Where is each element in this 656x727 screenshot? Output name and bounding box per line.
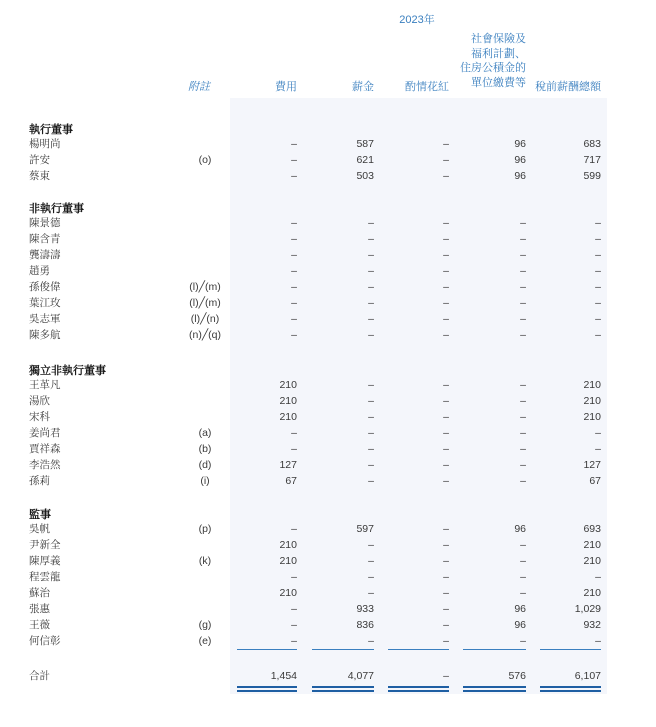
row-value: – <box>291 170 297 182</box>
row-value: – <box>595 297 601 309</box>
row-note: (e) <box>198 635 212 647</box>
row-value: 96 <box>514 619 526 631</box>
row-value: – <box>520 427 526 439</box>
row-note: (l)╱(n) <box>190 313 220 325</box>
row-value: 599 <box>583 170 601 182</box>
table-row <box>0 232 656 247</box>
social-insurance-header: 社會保險及 福利計劃、 住房公積金的 單位繳費等 <box>460 33 526 89</box>
row-note: (a) <box>198 427 212 439</box>
row-value: – <box>291 265 297 277</box>
row-value: – <box>520 571 526 583</box>
row-value: 210 <box>279 411 297 423</box>
table-row <box>0 328 656 343</box>
row-value: – <box>291 523 297 535</box>
row-value: – <box>291 154 297 166</box>
row-value: – <box>291 217 297 229</box>
row-value: – <box>443 154 449 166</box>
subtotal-rule-2 <box>312 649 374 650</box>
row-value: – <box>291 571 297 583</box>
row-value: – <box>443 379 449 391</box>
subtotal-rule-3 <box>388 649 449 650</box>
row-value: – <box>368 411 374 423</box>
row-value: – <box>443 523 449 535</box>
table-row <box>0 554 656 569</box>
row-value: – <box>368 587 374 599</box>
row-name: 尹新全 <box>29 539 61 551</box>
row-value: – <box>291 233 297 245</box>
row-value: – <box>368 427 374 439</box>
row-value: – <box>443 411 449 423</box>
row-value: – <box>520 555 526 567</box>
total-label: 合計 <box>29 670 50 682</box>
row-value: – <box>443 539 449 551</box>
row-value: 693 <box>583 523 601 535</box>
row-value: 127 <box>583 459 601 471</box>
row-name: 吳帆 <box>29 523 50 535</box>
row-value: – <box>368 379 374 391</box>
row-note: (g) <box>198 619 212 631</box>
row-value: – <box>520 217 526 229</box>
total-double-rule-4b <box>463 690 526 692</box>
row-name: 王薇 <box>29 619 50 631</box>
row-value: – <box>368 443 374 455</box>
table-row <box>0 216 656 231</box>
row-note: (p) <box>198 523 212 535</box>
row-name: 蘇治 <box>29 587 50 599</box>
row-name: 湯欣 <box>29 395 50 407</box>
table-row <box>0 474 656 489</box>
row-value: – <box>368 475 374 487</box>
row-value: – <box>443 281 449 293</box>
table-row <box>0 410 656 425</box>
row-name: 蔡東 <box>29 170 50 182</box>
row-value: – <box>520 265 526 277</box>
row-value: – <box>368 281 374 293</box>
total-double-rule-5b <box>540 690 601 692</box>
row-name: 李浩然 <box>29 459 61 471</box>
row-value: – <box>368 395 374 407</box>
table-row <box>0 618 656 633</box>
row-value: 210 <box>583 539 601 551</box>
row-value: – <box>595 329 601 341</box>
row-value: – <box>291 427 297 439</box>
row-name: 葉江玫 <box>29 297 61 309</box>
row-value: – <box>520 459 526 471</box>
row-value: – <box>595 443 601 455</box>
row-name: 張惠 <box>29 603 50 615</box>
row-name: 吳志軍 <box>29 313 61 325</box>
row-value: – <box>443 459 449 471</box>
row-value: – <box>443 297 449 309</box>
row-value: 210 <box>279 587 297 599</box>
total-row <box>0 669 656 684</box>
row-value: – <box>368 233 374 245</box>
row-note: (o) <box>198 154 212 166</box>
table-row <box>0 394 656 409</box>
row-value: 67 <box>285 475 297 487</box>
row-value: 503 <box>356 170 374 182</box>
row-note: (l)╱(m) <box>189 281 221 293</box>
total-double-rule-2a <box>312 686 374 688</box>
row-value: – <box>291 313 297 325</box>
row-value: 96 <box>514 170 526 182</box>
row-value: – <box>443 249 449 261</box>
row-note: (d) <box>198 459 212 471</box>
total-double-rule-1b <box>237 690 297 692</box>
row-value: – <box>368 297 374 309</box>
total-pay-header: 稅前薪酬總額 <box>535 81 601 93</box>
row-value: 96 <box>514 138 526 150</box>
section-title: 監事 <box>29 509 51 521</box>
row-value: 67 <box>589 475 601 487</box>
row-value: – <box>368 635 374 647</box>
row-value: 210 <box>279 555 297 567</box>
table-row <box>0 137 656 152</box>
salary-header: 薪金 <box>352 81 374 93</box>
row-value: – <box>595 281 601 293</box>
table-row <box>0 264 656 279</box>
total-social-insurance: 576 <box>508 670 526 682</box>
row-value: – <box>443 233 449 245</box>
row-value: – <box>520 635 526 647</box>
table-row <box>0 312 656 327</box>
row-value: – <box>368 571 374 583</box>
total-double-rule-2b <box>312 690 374 692</box>
row-value: – <box>443 635 449 647</box>
table-row <box>0 442 656 457</box>
row-value: – <box>443 571 449 583</box>
row-note: (b) <box>198 443 212 455</box>
row-value: – <box>595 313 601 325</box>
row-name: 龔濤濤 <box>29 249 61 261</box>
table-row <box>0 280 656 295</box>
row-value: 621 <box>356 154 374 166</box>
row-value: – <box>520 475 526 487</box>
row-value: – <box>291 603 297 615</box>
row-value: – <box>595 233 601 245</box>
row-value: – <box>368 539 374 551</box>
table-row <box>0 378 656 393</box>
row-value: – <box>443 395 449 407</box>
table-row <box>0 602 656 617</box>
total-double-rule-5a <box>540 686 601 688</box>
row-note: (n)╱(q) <box>189 329 221 341</box>
row-value: – <box>443 217 449 229</box>
row-value: – <box>443 475 449 487</box>
row-name: 王革凡 <box>29 379 61 391</box>
total-double-rule-4a <box>463 686 526 688</box>
row-value: – <box>368 459 374 471</box>
row-value: – <box>291 443 297 455</box>
row-value: – <box>595 265 601 277</box>
row-value: – <box>520 443 526 455</box>
row-value: – <box>595 427 601 439</box>
row-value: – <box>443 619 449 631</box>
row-value: – <box>291 619 297 631</box>
row-name: 陳景德 <box>29 217 61 229</box>
table-row <box>0 570 656 585</box>
table-row <box>0 586 656 601</box>
row-value: – <box>443 329 449 341</box>
row-name: 何信彰 <box>29 635 61 647</box>
row-name: 孫俊偉 <box>29 281 61 293</box>
section-title: 執行董事 <box>29 124 73 136</box>
row-name: 陳厚義 <box>29 555 61 567</box>
row-value: – <box>291 635 297 647</box>
row-value: – <box>368 555 374 567</box>
table-row <box>0 169 656 184</box>
table-row <box>0 426 656 441</box>
row-value: – <box>520 329 526 341</box>
row-name: 趙勇 <box>29 265 50 277</box>
total-double-rule-3a <box>388 686 449 688</box>
row-value: 210 <box>279 395 297 407</box>
row-value: – <box>443 555 449 567</box>
total-double-rule-1a <box>237 686 297 688</box>
row-name: 陳多航 <box>29 329 61 341</box>
row-value: – <box>443 443 449 455</box>
table-row <box>0 458 656 473</box>
row-value: 96 <box>514 523 526 535</box>
row-name: 程雲龍 <box>29 571 61 583</box>
table-row <box>0 296 656 311</box>
row-value: – <box>443 313 449 325</box>
row-value: – <box>520 379 526 391</box>
row-value: – <box>595 571 601 583</box>
row-value: 683 <box>583 138 601 150</box>
total-pay: 6,107 <box>574 670 601 682</box>
row-value: 210 <box>279 379 297 391</box>
subtotal-rule-5 <box>540 649 601 650</box>
row-value: 210 <box>583 379 601 391</box>
row-value: 210 <box>583 395 601 407</box>
row-value: – <box>291 249 297 261</box>
row-value: – <box>291 281 297 293</box>
total-bonus: – <box>443 670 449 682</box>
row-value: – <box>368 329 374 341</box>
row-value: 836 <box>356 619 374 631</box>
row-value: 127 <box>279 459 297 471</box>
section-title: 獨立非執行董事 <box>29 365 106 377</box>
row-value: 597 <box>356 523 374 535</box>
subtotal-rule-4 <box>463 649 526 650</box>
row-value: – <box>520 395 526 407</box>
row-value: – <box>368 265 374 277</box>
row-value: – <box>368 217 374 229</box>
total-fee: 1,454 <box>270 670 297 682</box>
row-name: 孫莉 <box>29 475 50 487</box>
row-value: – <box>595 249 601 261</box>
row-value: 933 <box>356 603 374 615</box>
row-name: 楊明尚 <box>29 138 61 150</box>
bonus-header: 酌情花紅 <box>405 81 449 93</box>
table-row <box>0 522 656 537</box>
row-value: 96 <box>514 154 526 166</box>
row-value: – <box>443 170 449 182</box>
row-value: – <box>443 138 449 150</box>
table-row <box>0 634 656 649</box>
row-value: 210 <box>279 539 297 551</box>
row-value: 96 <box>514 603 526 615</box>
row-value: – <box>520 249 526 261</box>
row-value: 932 <box>583 619 601 631</box>
row-value: – <box>595 635 601 647</box>
total-salary: 4,077 <box>347 670 374 682</box>
row-value: – <box>443 603 449 615</box>
row-name: 賈祥森 <box>29 443 61 455</box>
row-value: – <box>520 587 526 599</box>
total-double-rule-3b <box>388 690 449 692</box>
row-value: 210 <box>583 587 601 599</box>
row-value: 210 <box>583 411 601 423</box>
row-value: 587 <box>356 138 374 150</box>
row-note: (k) <box>198 555 212 567</box>
row-value: – <box>520 297 526 309</box>
table-row <box>0 153 656 168</box>
fee-header: 費用 <box>275 81 297 93</box>
table-row <box>0 248 656 263</box>
row-note: (l)╱(m) <box>189 297 221 309</box>
row-value: – <box>595 217 601 229</box>
row-value: – <box>443 265 449 277</box>
row-name: 姜尚君 <box>29 427 61 439</box>
table-row <box>0 538 656 553</box>
row-value: – <box>368 249 374 261</box>
row-value: – <box>443 427 449 439</box>
row-value: – <box>520 233 526 245</box>
row-value: – <box>291 297 297 309</box>
row-value: – <box>520 411 526 423</box>
row-value: – <box>443 587 449 599</box>
row-name: 許安 <box>29 154 50 166</box>
year-header: 2023年 <box>399 14 435 26</box>
row-value: – <box>520 539 526 551</box>
row-value: 1,029 <box>574 603 601 615</box>
row-value: – <box>291 138 297 150</box>
row-value: 210 <box>583 555 601 567</box>
row-value: – <box>291 329 297 341</box>
row-value: 717 <box>583 154 601 166</box>
row-value: – <box>520 313 526 325</box>
row-value: – <box>368 313 374 325</box>
row-name: 宋科 <box>29 411 50 423</box>
section-title: 非執行董事 <box>29 203 84 215</box>
subtotal-rule-1 <box>237 649 297 650</box>
row-name: 陳含青 <box>29 233 61 245</box>
row-value: – <box>520 281 526 293</box>
row-note: (i) <box>200 475 210 487</box>
note-header: 附註 <box>188 81 210 93</box>
